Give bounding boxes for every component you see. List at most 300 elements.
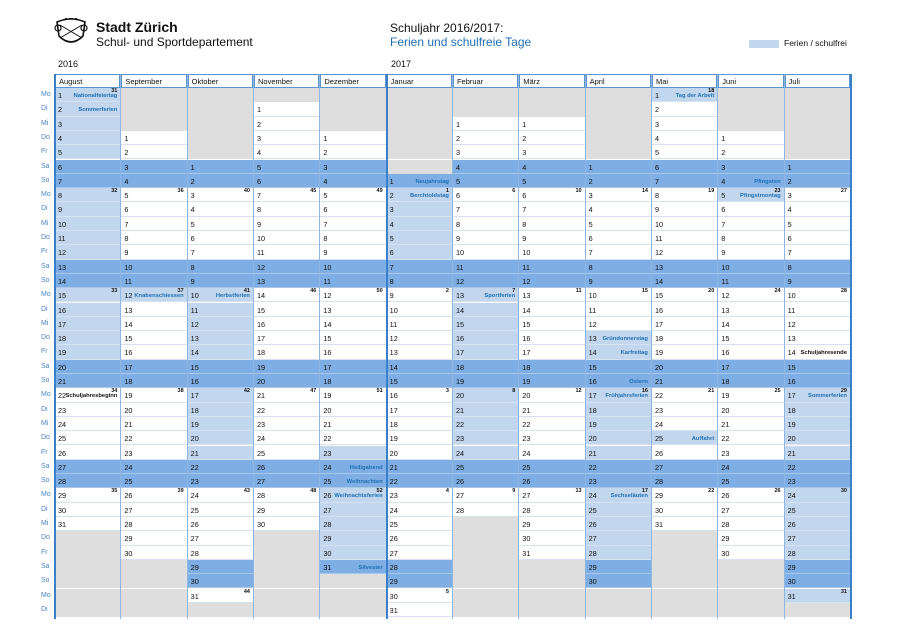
empty-cell xyxy=(586,88,651,102)
day-number: 8 xyxy=(256,205,262,215)
day-cell xyxy=(254,503,319,517)
day-number: 22 xyxy=(323,434,332,444)
day-number: 28 xyxy=(190,548,199,558)
day-cell xyxy=(453,160,518,174)
day-cell xyxy=(55,117,120,131)
day-cell xyxy=(652,431,717,445)
day-number: 10 xyxy=(190,291,199,301)
day-number: 2 xyxy=(190,176,195,186)
day-number: 5 xyxy=(256,162,262,172)
day-number: 5 xyxy=(389,234,394,243)
day-number: 9 xyxy=(58,205,63,215)
day-cell xyxy=(519,517,584,531)
month-column xyxy=(387,74,452,619)
day-cell xyxy=(254,317,319,331)
day-number: 11 xyxy=(455,262,464,272)
week-number: 3 xyxy=(445,388,449,395)
day-number: 29 xyxy=(522,520,531,529)
week-number: 41 xyxy=(243,288,250,295)
day-number: 30 xyxy=(323,548,332,558)
week-number: 11 xyxy=(575,288,582,295)
day-number: 24 xyxy=(522,448,531,458)
day-number: 30 xyxy=(389,591,398,601)
day-number: 11 xyxy=(721,276,729,286)
day-number: 2 xyxy=(588,176,593,186)
day-cell xyxy=(652,231,717,245)
day-number: 21 xyxy=(455,405,465,415)
day-cell xyxy=(785,388,850,402)
day-cell xyxy=(387,531,452,545)
day-number: 4 xyxy=(455,162,461,172)
day-number: 6 xyxy=(721,205,726,215)
day-cell xyxy=(387,503,452,517)
event-label: Weihnachtsferien xyxy=(334,493,383,500)
day-cell xyxy=(586,531,651,545)
day-number: 8 xyxy=(323,234,328,243)
day-number: 2 xyxy=(455,133,461,143)
weekday-label: Di xyxy=(41,205,48,213)
day-number: 29 xyxy=(58,491,67,501)
weekday-label: Fr xyxy=(41,548,48,556)
day-cell xyxy=(586,546,651,560)
empty-cell xyxy=(387,131,452,145)
empty-cell xyxy=(718,102,783,116)
day-number: 4 xyxy=(389,219,394,229)
day-number: 28 xyxy=(721,520,730,529)
day-cell xyxy=(188,503,253,517)
day-cell xyxy=(387,231,452,245)
day-number: 17 xyxy=(58,319,67,329)
month-column xyxy=(519,74,584,619)
day-cell xyxy=(586,560,651,574)
day-cell xyxy=(519,145,584,159)
empty-cell xyxy=(586,117,651,131)
day-cell xyxy=(785,531,850,545)
day-number: 4 xyxy=(58,133,63,143)
day-cell xyxy=(453,217,518,231)
day-cell xyxy=(586,574,651,588)
day-cell xyxy=(188,174,253,188)
day-cell xyxy=(652,160,717,174)
empty-cell xyxy=(188,117,253,131)
day-number: 20 xyxy=(58,362,67,372)
day-number: 11 xyxy=(389,319,398,329)
day-number: 31 xyxy=(787,591,796,601)
empty-cell xyxy=(55,603,120,617)
day-cell xyxy=(55,131,120,145)
day-cell xyxy=(254,102,319,116)
day-number: 22 xyxy=(124,434,133,444)
month-column xyxy=(718,74,783,619)
day-number: 27 xyxy=(787,534,796,544)
day-cell xyxy=(652,417,717,431)
month-column xyxy=(785,74,850,619)
day-cell xyxy=(586,474,651,488)
day-number: 16 xyxy=(721,348,730,358)
day-number: 24 xyxy=(256,434,266,444)
week-number: 27 xyxy=(840,188,847,195)
day-cell xyxy=(121,388,186,402)
year-divider xyxy=(386,74,388,619)
day-number: 28 xyxy=(455,505,465,515)
day-number: 31 xyxy=(522,548,531,558)
day-cell xyxy=(254,274,319,288)
day-cell xyxy=(320,231,385,245)
day-number: 11 xyxy=(787,305,796,315)
day-cell xyxy=(320,388,385,402)
day-number: 8 xyxy=(455,219,461,229)
weekday-label: Do xyxy=(41,133,50,141)
day-number: 12 xyxy=(389,334,398,344)
empty-cell xyxy=(718,603,783,617)
day-number: 20 xyxy=(721,405,730,415)
day-number: 12 xyxy=(721,291,730,301)
day-cell xyxy=(453,288,518,302)
day-number: 24 xyxy=(455,448,465,458)
day-number: 17 xyxy=(721,362,730,372)
day-cell xyxy=(188,488,253,502)
week-number: 13 xyxy=(575,488,582,495)
day-number: 3 xyxy=(721,162,726,172)
day-cell xyxy=(121,503,186,517)
month-header: September xyxy=(121,74,186,88)
day-number: 18 xyxy=(256,348,266,358)
day-cell xyxy=(254,160,319,174)
day-cell xyxy=(320,546,385,560)
day-number: 19 xyxy=(389,434,398,444)
day-cell xyxy=(519,503,584,517)
day-cell xyxy=(652,245,717,259)
empty-cell xyxy=(55,546,120,560)
day-number: 13 xyxy=(522,291,531,301)
day-cell xyxy=(320,331,385,345)
day-number: 26 xyxy=(654,448,664,458)
empty-cell xyxy=(387,117,452,131)
day-cell xyxy=(785,260,850,274)
week-number: 26 xyxy=(774,488,781,495)
day-cell xyxy=(387,403,452,417)
empty-cell xyxy=(586,603,651,617)
week-number: 4 xyxy=(445,488,449,495)
empty-cell xyxy=(320,88,385,102)
day-number: 28 xyxy=(787,548,796,558)
day-cell xyxy=(387,560,452,574)
day-number: 4 xyxy=(721,176,726,186)
empty-cell xyxy=(121,589,186,603)
day-number: 5 xyxy=(190,219,195,229)
day-number: 14 xyxy=(522,305,531,315)
day-cell xyxy=(453,202,518,216)
day-number: 14 xyxy=(654,276,664,286)
day-number: 18 xyxy=(323,377,332,386)
day-number: 24 xyxy=(323,462,332,472)
day-number: 15 xyxy=(787,362,796,372)
year-label-2016: 2016 xyxy=(58,59,79,69)
day-number: 29 xyxy=(124,534,133,544)
day-cell xyxy=(718,202,783,216)
day-number: 13 xyxy=(124,305,133,315)
day-cell xyxy=(387,345,452,359)
day-cell xyxy=(188,360,253,374)
week-number: 7 xyxy=(512,288,516,295)
day-number: 31 xyxy=(654,520,664,529)
day-cell xyxy=(55,460,120,474)
week-number: 15 xyxy=(641,288,648,295)
day-cell xyxy=(387,517,452,531)
day-number: 22 xyxy=(190,462,199,472)
day-number: 20 xyxy=(455,391,465,401)
empty-cell xyxy=(453,517,518,531)
day-cell xyxy=(55,331,120,345)
day-number: 17 xyxy=(323,362,332,372)
day-cell xyxy=(785,331,850,345)
day-number: 17 xyxy=(389,405,398,415)
day-number: 21 xyxy=(654,377,664,386)
month-header: Februar xyxy=(453,74,518,88)
day-number: 1 xyxy=(588,162,593,172)
day-number: 15 xyxy=(654,291,664,301)
day-number: 22 xyxy=(522,419,531,429)
empty-cell xyxy=(652,574,717,588)
day-number: 17 xyxy=(588,391,597,401)
day-number: 30 xyxy=(588,577,597,587)
day-number: 7 xyxy=(522,205,527,215)
day-number: 26 xyxy=(190,520,199,529)
day-number: 27 xyxy=(654,462,664,472)
day-cell xyxy=(519,288,584,302)
day-number: 21 xyxy=(190,448,199,458)
weekday-label: Sa xyxy=(41,162,50,170)
day-number: 12 xyxy=(190,319,199,329)
day-cell xyxy=(254,202,319,216)
event-label: Sportferien xyxy=(484,293,516,300)
day-number: 30 xyxy=(522,534,531,544)
day-number: 22 xyxy=(654,391,664,401)
weekday-label: Mo xyxy=(41,191,51,199)
day-number: 10 xyxy=(721,262,730,272)
day-cell xyxy=(718,460,783,474)
day-cell xyxy=(718,488,783,502)
day-cell xyxy=(453,460,518,474)
day-cell xyxy=(586,446,651,460)
day-cell xyxy=(188,260,253,274)
event-label: Herbstferien xyxy=(215,293,250,300)
day-cell xyxy=(320,460,385,474)
day-number: 11 xyxy=(256,248,265,258)
day-cell xyxy=(718,417,783,431)
day-number: 25 xyxy=(389,520,398,529)
day-cell xyxy=(586,331,651,345)
day-number: 27 xyxy=(455,491,465,501)
day-cell xyxy=(55,374,120,388)
empty-cell xyxy=(320,117,385,131)
month-header: Oktober xyxy=(188,74,253,88)
day-cell xyxy=(387,317,452,331)
day-cell xyxy=(254,431,319,445)
day-cell xyxy=(785,188,850,202)
day-cell xyxy=(519,360,584,374)
month-column xyxy=(652,74,717,619)
day-cell xyxy=(586,174,651,188)
day-cell xyxy=(121,417,186,431)
day-number: 2 xyxy=(58,105,63,115)
day-number: 27 xyxy=(190,534,199,544)
week-number: 28 xyxy=(840,288,847,295)
day-cell xyxy=(188,574,253,588)
day-number: 9 xyxy=(455,234,461,243)
day-cell xyxy=(586,403,651,417)
day-cell xyxy=(718,217,783,231)
day-cell xyxy=(320,188,385,202)
day-number: 14 xyxy=(323,319,332,329)
day-number: 10 xyxy=(256,234,266,243)
week-number: 48 xyxy=(310,488,317,495)
day-cell xyxy=(320,288,385,302)
day-number: 15 xyxy=(124,334,133,344)
day-cell xyxy=(320,560,385,574)
day-number: 17 xyxy=(787,391,796,401)
day-cell xyxy=(453,474,518,488)
day-cell xyxy=(718,546,783,560)
day-number: 12 xyxy=(323,291,332,301)
day-number: 16 xyxy=(654,305,664,315)
day-number: 26 xyxy=(522,477,531,487)
weekday-label: Mo xyxy=(41,391,51,399)
day-cell xyxy=(718,174,783,188)
day-cell xyxy=(718,288,783,302)
day-cell xyxy=(785,417,850,431)
day-number: 1 xyxy=(522,119,527,129)
day-number: 29 xyxy=(256,505,266,515)
day-number: 28 xyxy=(588,548,597,558)
day-number: 12 xyxy=(654,248,664,258)
day-cell xyxy=(254,117,319,131)
day-cell xyxy=(652,360,717,374)
day-number: 14 xyxy=(588,348,597,358)
day-number: 14 xyxy=(124,319,133,329)
month-header: November xyxy=(254,74,319,88)
day-cell xyxy=(320,317,385,331)
day-number: 30 xyxy=(654,505,664,515)
day-number: 5 xyxy=(124,191,129,201)
day-cell xyxy=(387,574,452,588)
day-number: 23 xyxy=(389,491,398,501)
month-header: Juni xyxy=(718,74,783,88)
day-number: 2 xyxy=(256,119,262,129)
day-cell xyxy=(387,374,452,388)
empty-cell xyxy=(453,603,518,617)
day-number: 18 xyxy=(787,405,796,415)
day-number: 11 xyxy=(58,234,66,243)
day-cell xyxy=(188,374,253,388)
day-number: 4 xyxy=(588,205,593,215)
day-number: 23 xyxy=(323,448,332,458)
day-number: 25 xyxy=(455,462,465,472)
day-cell xyxy=(387,589,452,603)
day-cell xyxy=(652,202,717,216)
day-number: 24 xyxy=(787,491,796,501)
day-number: 10 xyxy=(58,219,67,229)
day-number: 13 xyxy=(58,262,67,272)
day-number: 13 xyxy=(323,305,332,315)
day-cell xyxy=(652,474,717,488)
week-number: 32 xyxy=(111,188,118,195)
day-cell xyxy=(387,188,452,202)
day-cell xyxy=(387,431,452,445)
day-number: 6 xyxy=(256,176,262,186)
empty-cell xyxy=(652,560,717,574)
day-cell xyxy=(188,217,253,231)
empty-cell xyxy=(121,603,186,617)
day-cell xyxy=(121,317,186,331)
day-cell xyxy=(586,417,651,431)
day-number: 10 xyxy=(588,291,597,301)
day-number: 11 xyxy=(588,305,597,315)
event-label: Pfingsten xyxy=(754,178,781,185)
week-number: 39 xyxy=(177,488,184,495)
day-cell xyxy=(652,288,717,302)
day-cell xyxy=(785,431,850,445)
day-cell xyxy=(785,503,850,517)
day-cell xyxy=(453,388,518,402)
day-number: 2 xyxy=(654,105,660,115)
day-cell xyxy=(586,503,651,517)
day-cell xyxy=(121,160,186,174)
day-cell xyxy=(320,260,385,274)
day-cell xyxy=(453,331,518,345)
empty-cell xyxy=(254,531,319,545)
day-cell xyxy=(652,345,717,359)
day-cell xyxy=(188,245,253,259)
day-number: 19 xyxy=(256,362,266,372)
day-number: 2 xyxy=(124,148,129,158)
day-cell xyxy=(121,517,186,531)
day-number: 25 xyxy=(256,448,266,458)
day-number: 5 xyxy=(654,148,660,158)
day-number: 4 xyxy=(323,176,328,186)
day-cell xyxy=(652,374,717,388)
day-number: 7 xyxy=(58,176,63,186)
day-number: 24 xyxy=(124,462,133,472)
empty-cell xyxy=(387,160,452,174)
empty-cell xyxy=(453,574,518,588)
day-cell xyxy=(652,117,717,131)
day-cell xyxy=(785,474,850,488)
day-cell xyxy=(55,517,120,531)
day-number: 20 xyxy=(323,405,332,415)
empty-cell xyxy=(55,589,120,603)
day-number: 16 xyxy=(455,334,465,344)
day-cell xyxy=(387,488,452,502)
day-number: 17 xyxy=(654,319,664,329)
day-number: 1 xyxy=(721,133,726,143)
day-cell xyxy=(188,403,253,417)
day-cell xyxy=(254,517,319,531)
day-number: 21 xyxy=(721,419,730,429)
day-cell xyxy=(320,217,385,231)
day-cell xyxy=(718,360,783,374)
day-cell xyxy=(55,102,120,116)
empty-cell xyxy=(188,131,253,145)
day-cell xyxy=(121,188,186,202)
empty-cell xyxy=(387,145,452,159)
day-cell xyxy=(652,88,717,102)
event-label: Frühjahrsferien xyxy=(605,393,648,400)
event-label: Gründonnerstag xyxy=(602,336,648,343)
day-number: 4 xyxy=(654,133,660,143)
day-number: 25 xyxy=(323,477,332,487)
day-number: 28 xyxy=(124,520,133,529)
